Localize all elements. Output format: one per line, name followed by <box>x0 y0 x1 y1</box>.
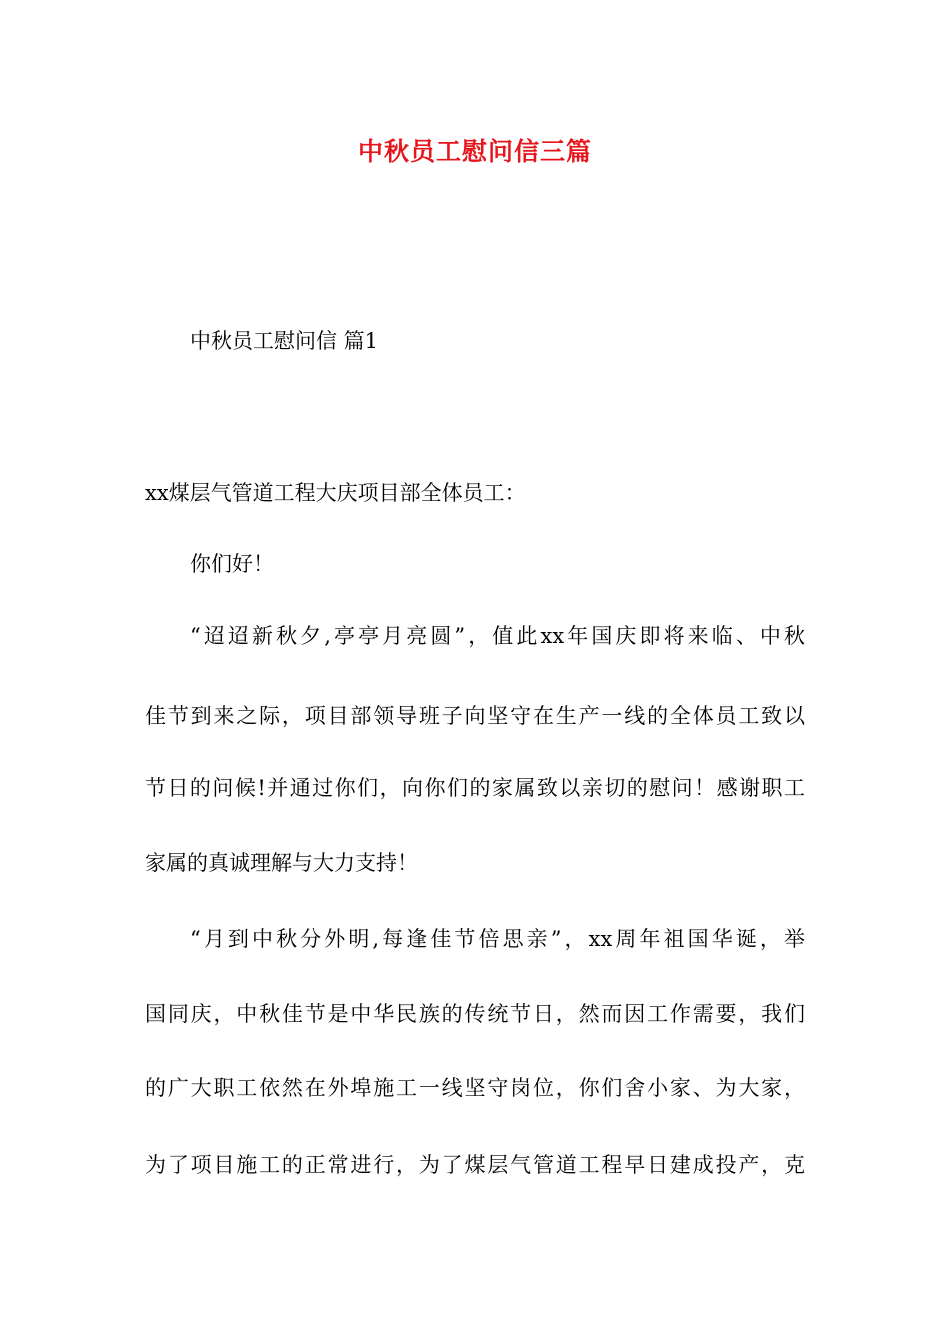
paragraph-line: 节日的问候!并通过你们，向你们的家属致以亲切的慰问！感谢职工 <box>145 776 805 800</box>
paragraph-line: 国同庆，中秋佳节是中华民族的传统节日，然而因工作需要，我们 <box>145 1002 805 1026</box>
document-title: 中秋员工慰问信三篇 <box>357 137 592 166</box>
greeting: 你们好！ <box>190 552 274 576</box>
paragraph-line: 的广大职工依然在外埠施工一线坚守岗位，你们舍小家、为大家， <box>145 1076 805 1100</box>
salutation: xx煤层气管道工程大庆项目部全体员工： <box>145 481 526 505</box>
paragraph-line: 佳节到来之际，项目部领导班子向坚守在生产一线的全体员工致以 <box>145 704 805 728</box>
paragraph-line: “迢迢新秋夕,亭亭月亮圆”，值此xx年国庆即将来临、中秋 <box>190 624 805 648</box>
paragraph-line: “月到中秋分外明,每逢佳节倍思亲”，xx周年祖国华诞，举 <box>190 927 805 951</box>
paragraph-line: 家属的真诚理解与大力支持！ <box>145 851 418 875</box>
paragraph-line: 为了项目施工的正常进行，为了煤层气管道工程早日建成投产，克 <box>145 1153 805 1177</box>
section-heading: 中秋员工慰问信 篇1 <box>190 329 379 353</box>
